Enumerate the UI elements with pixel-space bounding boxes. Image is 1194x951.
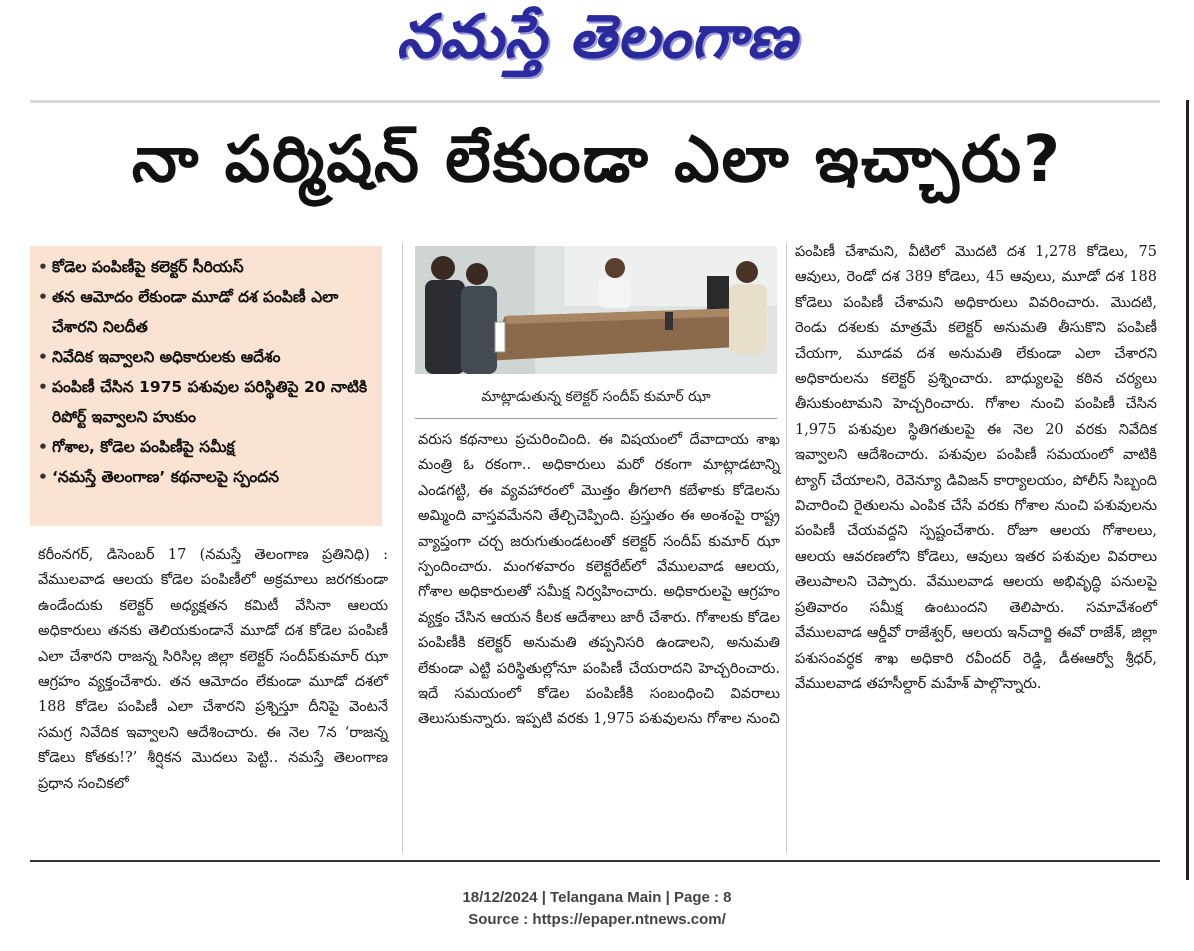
highlight-item: • పంపిణీ చేసిన 1975 పశువుల పరిస్థితిపై 20 నాటికి రిపోర్ట్ ఇవ్వాలని హుకుం bbox=[38, 372, 382, 432]
column-divider bbox=[786, 243, 787, 853]
highlights-box bbox=[30, 246, 382, 526]
article-column-2: వరుస కథనాలు ప్రచురించింది. ఈ విషయంలో దేవాదాయ శాఖ మంత్రి ఓ రకంగా.. అధికారులు మరో రకంగా మాట్లాడటాన్ని ఎండగట్టి, ఈ వ్యవహారంలో మొత్తం తీగలాగి కబేళాకు కోడెలను అమ్మింది వాస్తవమేనని తేల్చిచెప్పింది. ప్రస్తుతం ఈ అంశంపై రాష్ట్ర వ్యాప్తంగా చర్చ జరుగుతుండటంతో కలెక్టర్ సందీప్ కుమార్ ఝా స్పందించారు. మంగళవారం కలెక్టరేట్‌లో వేములవాడ ఆలయ, గోశాల అధికారులతో సమీక్ష నిర్వహించారు. అధికారులపై ఆగ్రహం వ్యక్తం చేసిన ఆయన కీలక ఆదేశాలు జారీ చేశారు. గోశాలకు కోడెల పంపిణీకి కలెక్టర్ అనుమతి తప్పనిసరి ఉండాలని, అనుమతి లేకుండా ఎట్టి పరిస్థితుల్లోనూ పంపిణీ చేయరాదని హెచ్చరించారు. ఇదే సమయంలో కోడెల పంపిణీకి సంబంధించి వివరాలు తెలుసుకున్నారు. ఇప్పటి వరకు 1,975 పశువులను గోశాల నుంచి bbox=[418, 432, 780, 728]
article-column-1: కరీంనగర్, డిసెంబర్ 17 (నమస్తే తెలంగాణ ప్రతినిధి) : వేములవాడ ఆలయ కోడెల పంపిణీలో అక్రమాలు జరగకుండా ఉండేందుకు కలెక్టర్ అధ్యక్షతన కమిటీ వేసినా ఆలయ అధికారులు తనకు తెలియకుండానే మూడో దశ కోడెల పంపిణీ ఎలా చేశారని రాజన్న సిరిసిల్ల జిల్లా కలెక్టర్ సందీప్‌కుమార్ ఝా ఆగ్రహం వ్యక్తంచేశారు. తన ఆమోదం లేకుండా మూడో దశలో 188 కోడెల పంపిణీ ఎలా చేశారని ప్రశ్నిస్తూ దీనిపై వెంటనే సమగ్ర నివేదిక ఇవ్వాలని ఆదేశించారు. ఈ నెల 7న ‘రాజన్న కోడెలు కోతకు!?’ శీర్షికన మొదలు పెట్టి.. నమస్తే తెలంగాణ ప్రధాన సంచికలో bbox=[38, 547, 388, 792]
meeting-photo-illustration bbox=[415, 246, 777, 374]
article-column-3: పంపిణీ చేశామని, వీటిలో మొదటి దశ 1,278 కోడెలు, 75 ఆవులు, రెండో దశ 389 కోడెలు, 45 ఆవులు, మూడో దశ 188 కోడెలు పంపిణీ చేశామని అధికారులు వివరించారు. మొదటి, రెండు దశలకు మాత్రమే కలెక్టర్ అనుమతి తీసుకొని పంపిణీ చేయగా, మూడవ దశ అనుమతి లేకుండా ఎలా చేశారని అధికారులను కలెక్టర్ ప్రశ్నించారు. బాధ్యులపై కఠిన చర్యలు తీసుకుంటామని హెచ్చరించారు. గోశాల నుంచి పంపిణీ చేసిన 1,975 పశువుల స్థితిగతులపై ఈ నెల 20 వరకు నివేదిక ఇవ్వాలని ఆదేశించారు. పశువుల పంపిణీ సమయంలో వాటికి ట్యాగ్ చేయాలని, రెవెన్యూ డివిజన్ కార్యాలయం, పోలీస్ సిబ్బంది విచారించి రైతులను ఎంపిక చేసే వరకు గోశాల నుంచి పశువులను పంపిణీ చేయవద్దని స్పష్టంచేశారు. రోజూ ఆలయ గోశాలలు, ఆలయ ఆవరణలోని కోడెలు, ఆవులు ఇతర పశువుల వివరాలు తెలుపాలని చెప్పారు. వేములవాడ ఆలయ అభివృద్ధి పనులపై ప్రతివారం సమీక్ష ఉంటుందని తెలిపారు. సమావేశంలో వేములవాడ ఆర్డీవో రాజేశ్వర్, ఆలయ ఇన్‌చార్జి ఈవో రాజేశ్, జిల్లా పశుసంవర్ధక శాఖ అధికారి రవీందర్ రెడ్డి, డీఈఆర్వో శ్రీధర్, వేములవాడ తహసీల్దార్ మహేశ్ పాల్గొన్నారు. bbox=[795, 244, 1157, 692]
footer-source-link[interactable]: Source : https://epaper.ntnews.com/ bbox=[468, 911, 726, 928]
footer-date-page: 18/12/2024 | Telangana Main | Page : 8 bbox=[462, 889, 732, 906]
footer-divider bbox=[30, 860, 1160, 862]
headline: నా పర్మిషన్ లేకుండా ఎలా ఇచ్చారు? bbox=[131, 123, 1063, 197]
highlights-list bbox=[30, 246, 382, 492]
photo-caption: మాట్లాడుతున్న కలెక్టర్ సందీప్ కుమార్ ఝా bbox=[415, 376, 777, 419]
footer bbox=[0, 887, 1194, 931]
highlight-item: • ‘నమస్తే తెలంగాణ’ కథనాలపై స్పందన bbox=[38, 462, 382, 492]
news-photo bbox=[415, 246, 777, 374]
highlight-item: • కోడెల పంపిణీపై కలెక్టర్ సీరియస్ bbox=[38, 252, 382, 282]
masthead bbox=[0, 0, 1194, 88]
column-divider bbox=[402, 243, 403, 853]
highlight-item: • నివేదిక ఇవ్వాలని అధికారులకు ఆదేశం bbox=[38, 342, 382, 372]
page-edge-mark bbox=[1186, 100, 1189, 880]
highlight-item: • గోశాల, కోడెల పంపిణీపై సమీక్ష bbox=[38, 432, 382, 462]
highlight-item: • తన ఆమోదం లేకుండా మూడో దశ పంపిణీ ఎలా చేశారని నిలదీత bbox=[38, 282, 382, 342]
masthead-logo: నమస్తే తెలంగాణ bbox=[396, 2, 798, 72]
masthead-divider bbox=[30, 100, 1160, 103]
